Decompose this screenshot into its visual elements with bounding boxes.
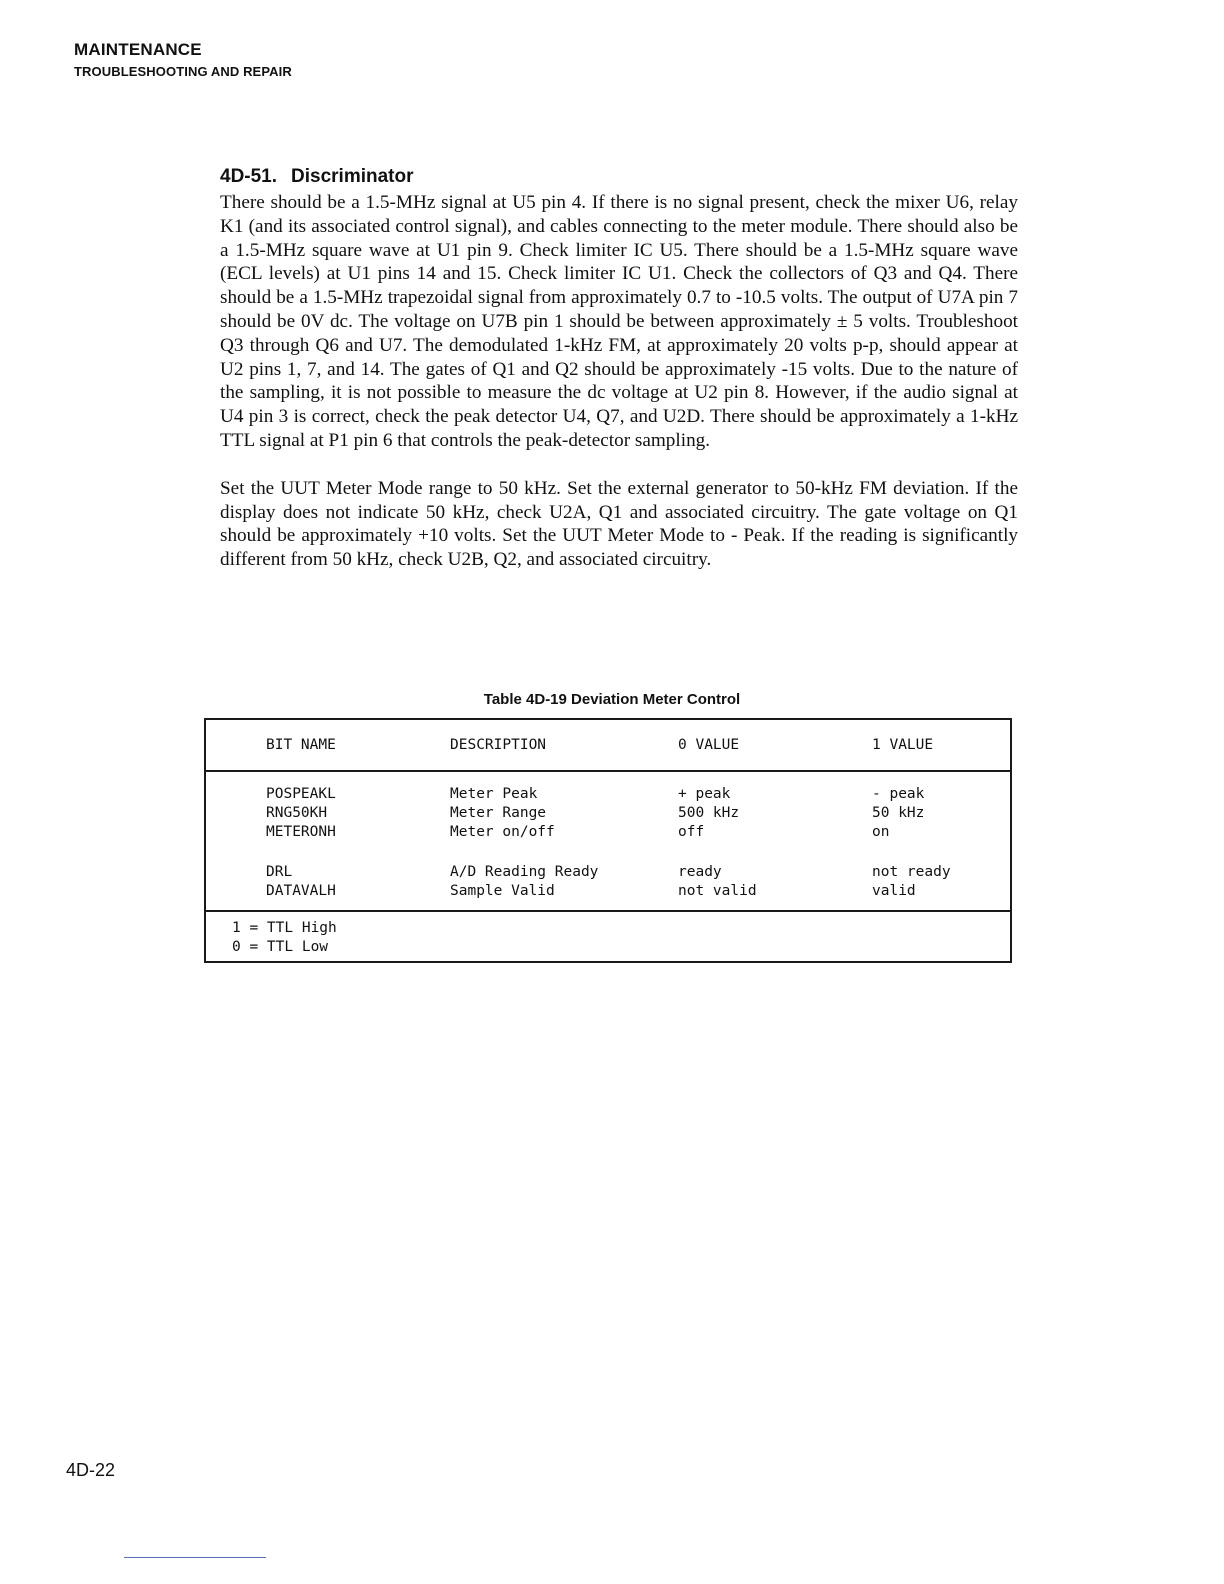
cell-description: Meter Peak (450, 786, 538, 802)
section-number: 4D-51. (220, 166, 278, 187)
cell-bit-name: DATAVALH (266, 883, 336, 899)
page-number: 4D-22 (66, 1460, 116, 1480)
cell-0-value: 500 kHz (678, 805, 740, 821)
chapter-subtitle: TROUBLESHOOTING AND REPAIR (74, 63, 292, 79)
cell-description: Sample Valid (450, 883, 555, 899)
cell-1-value: not ready (872, 864, 951, 880)
table-row (206, 864, 1010, 883)
cell-description: A/D Reading Ready (450, 864, 599, 880)
cell-0-value: ready (678, 864, 722, 880)
section-content (220, 166, 1018, 572)
cell-1-value: 50 kHz (872, 805, 925, 821)
table-header-row (206, 720, 1010, 772)
paragraph-meter-mode-test: Set the UUT Meter Mode range to 50 kHz. Set the external generator to 50-kHz FM deviation. If the display does not indicate 50 kHz, check U2A, Q1 and associated circuitry. The gate voltage on Q1 should be approximately +10 volts. Set the UUT Meter Mode to - Peak. If the reading is significantly different from 50 kHz, check U2B, Q2, and associated circuitry. (220, 477, 1018, 571)
cell-1-value: valid (872, 883, 916, 899)
footer-rule (124, 1557, 266, 1558)
cell-bit-name: RNG50KH (266, 805, 328, 821)
paragraph-discriminator-checks: There should be a 1.5-MHz signal at U5 pin 4. If there is no signal present, check the mixer U6, relay K1 (and its associated control signal), and cables connecting to the meter module. There should also be a 1.5-MHz square wave at U1 pin 9. Check limiter IC U5. There should be a 1.5-MHz square wave (ECL levels) at U1 pins 14 and 15. Check limiter IC U1. Check the collectors of Q3 and Q4. There should be a 1.5-MHz trapezoidal signal from approximately 0.7 to -10.5 volts. The output of U7A pin 7 should be 0V dc. The voltage on U7B pin 1 should be between approximately ± 5 volts. Troubleshoot Q3 through Q6 and U7. The demodulated 1-kHz FM, at approximately 20 volts p-p, should appear at U2 pins 1, 7, and 14. The gates of Q1 and Q2 should be approximately -15 volts. Due to the nature of the sampling, it is not possible to measure the dc voltage at U2 pin 8. However, if the audio signal at U4 pin 3 is correct, check the peak detector U4, Q7, and U2D. There should be approximately a 1-kHz TTL signal at P1 pin 6 that controls the peak-detector sampling. (220, 192, 1018, 451)
deviation-meter-control-table (204, 718, 1012, 963)
note-ttl-low: 0 = TTL Low (232, 939, 329, 955)
cell-0-value: + peak (678, 786, 731, 802)
column-header-1-value: 1 VALUE (872, 737, 934, 753)
table-row (206, 805, 1010, 824)
cell-bit-name: METERONH (266, 824, 336, 840)
section-title: Discriminator (291, 166, 414, 187)
table-body (206, 772, 1010, 912)
cell-bit-name: POSPEAKL (266, 786, 336, 802)
chapter-title: MAINTENANCE (74, 40, 202, 59)
cell-1-value: on (872, 824, 890, 840)
table-row (206, 786, 1010, 805)
table-row (206, 883, 1010, 902)
column-header-description: DESCRIPTION (450, 737, 547, 753)
table-caption: Table 4D-19 Deviation Meter Control (483, 691, 741, 708)
cell-1-value: - peak (872, 786, 925, 802)
cell-description: Meter on/off (450, 824, 555, 840)
cell-0-value: off (678, 824, 705, 840)
cell-description: Meter Range (450, 805, 547, 821)
note-ttl-high: 1 = TTL High (232, 920, 337, 936)
column-header-0-value: 0 VALUE (678, 737, 740, 753)
cell-0-value: not valid (678, 883, 757, 899)
table-row (206, 824, 1010, 843)
running-header (74, 40, 292, 79)
table-notes (206, 912, 1010, 957)
cell-bit-name: DRL (266, 864, 293, 880)
column-header-bit-name: BIT NAME (266, 737, 336, 753)
section-heading (220, 166, 1018, 188)
